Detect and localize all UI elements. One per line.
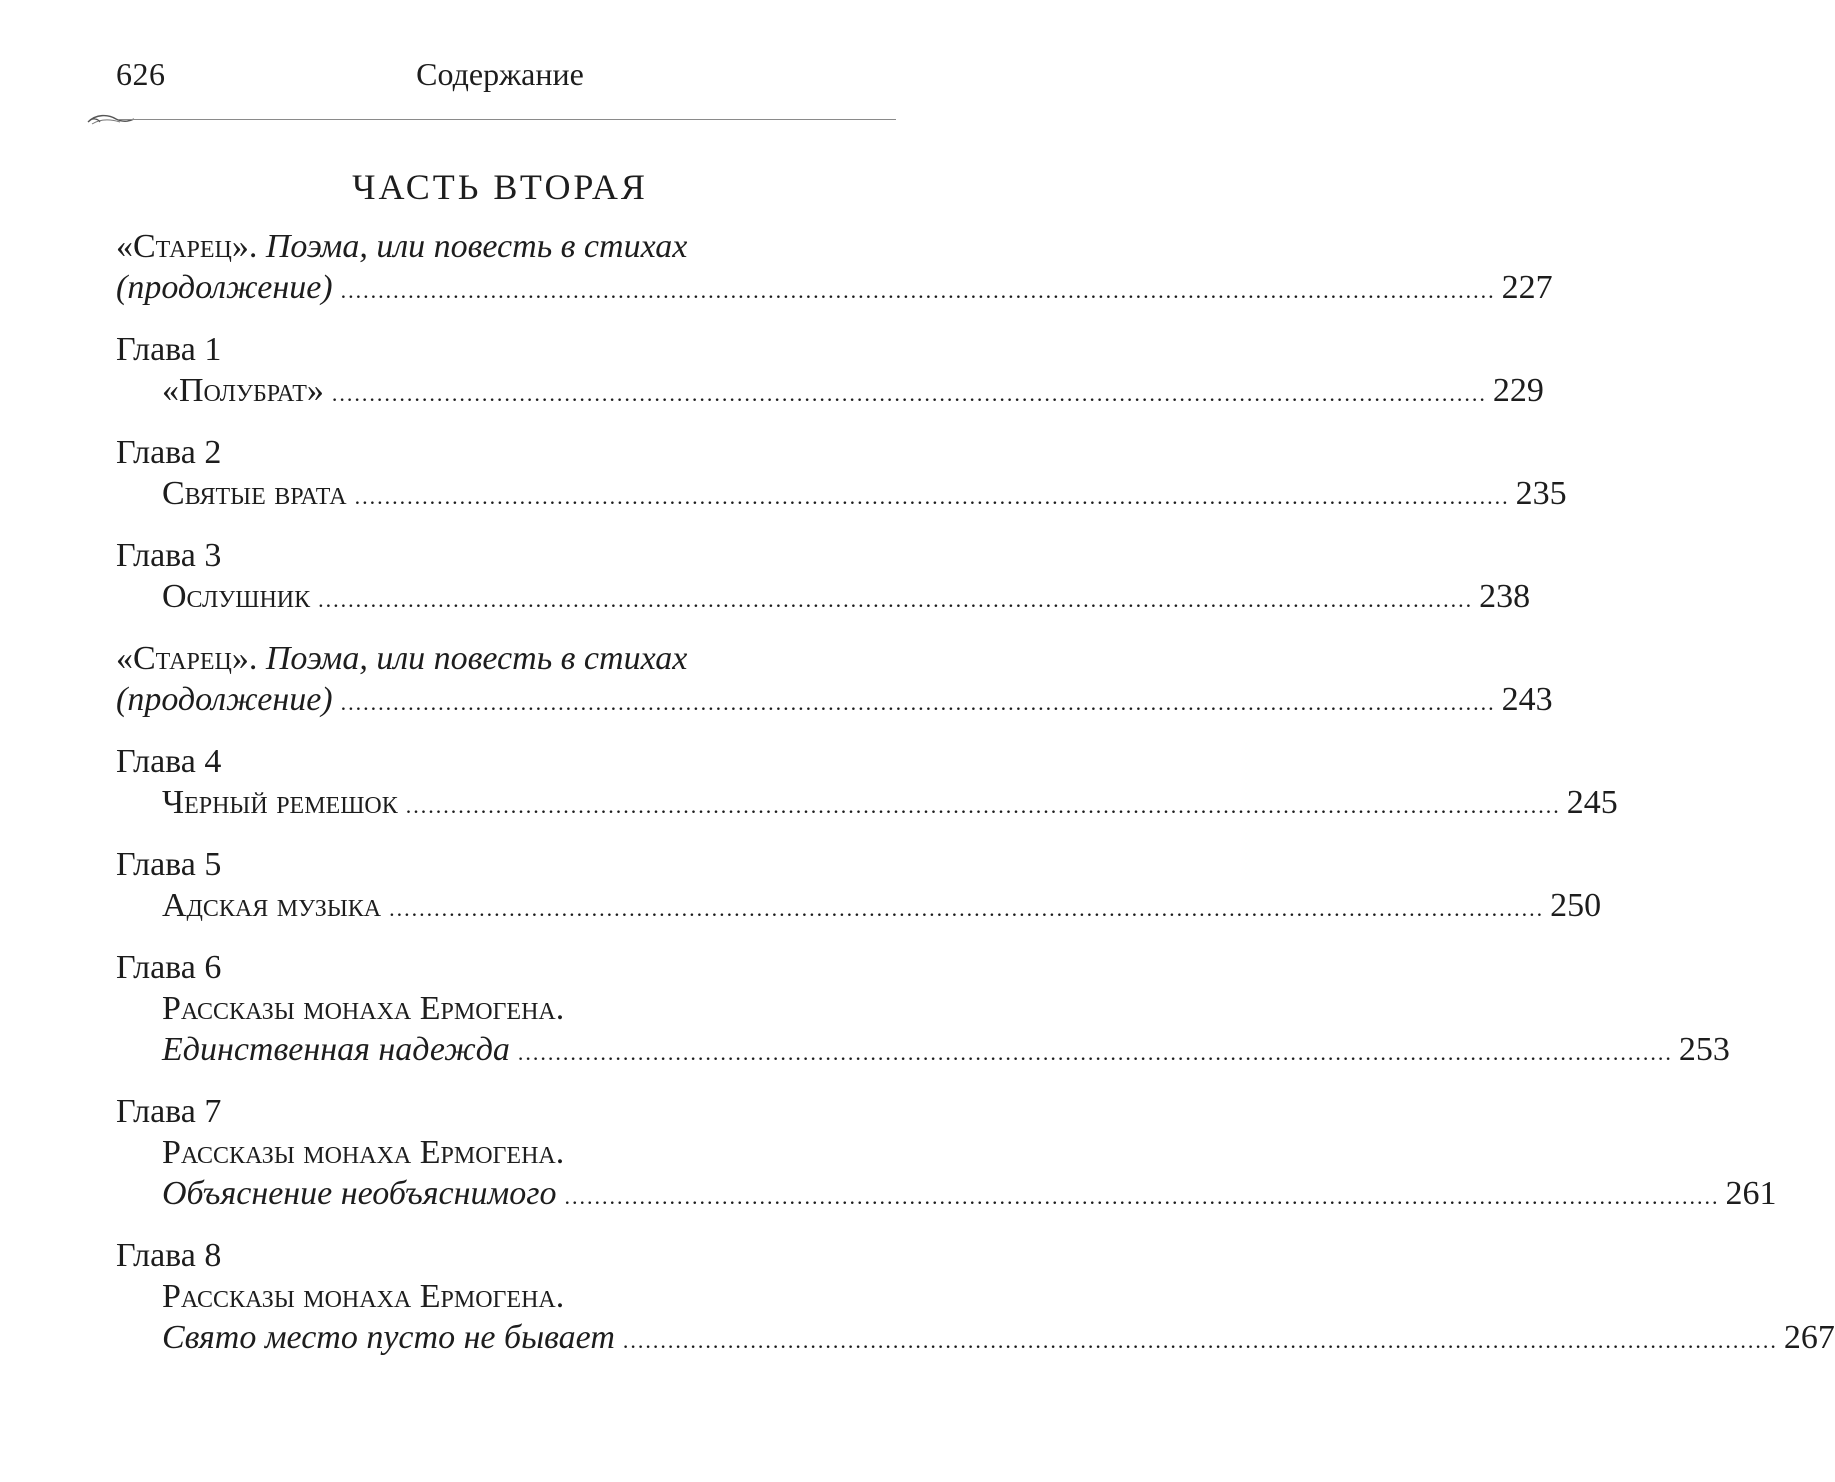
chapter-title: Рассказы монаха Ермогена.: [162, 1278, 565, 1315]
poem-subtitle: Поэма, или повесть в стихах: [265, 640, 688, 677]
flourish-ornament-icon: [86, 110, 136, 130]
table-of-contents: [116, 226, 1835, 1379]
poem-continuation: (продолжение): [116, 269, 333, 306]
page-ref: 267: [1783, 1319, 1835, 1356]
chapter-title: «Полубрат»: [162, 372, 324, 409]
poem-title: «Старец»: [116, 228, 249, 265]
page-ref: 229: [1492, 372, 1544, 409]
chapter-label: Глава 6: [116, 949, 222, 986]
poem-title: «Старец»: [116, 640, 249, 677]
page-number: 626: [116, 56, 166, 92]
chapter-label: Глава 5: [116, 846, 222, 883]
dot-leader: ..........................................................................................................................................................: [405, 793, 1561, 818]
dot-leader: ..........................................................................................................................................................: [331, 381, 1487, 406]
page-ref: 250: [1550, 887, 1602, 924]
toc-entry-chapter-7[interactable]: [116, 1091, 1777, 1214]
header-rule: [118, 119, 896, 120]
chapter-label: Глава 8: [116, 1237, 222, 1274]
toc-entry-chapter-1[interactable]: [116, 329, 1544, 411]
part-title: ЧАСТЬ ВТОРАЯ: [352, 167, 648, 207]
chapter-title: Рассказы монаха Ермогена.: [162, 990, 565, 1027]
chapter-label: Глава 7: [116, 1093, 222, 1130]
page-ref: 245: [1566, 784, 1618, 821]
dot-leader: ..........................................................................................................................................................: [517, 1040, 1673, 1065]
page-ref: 235: [1515, 475, 1567, 512]
chapter-label: Глава 1: [116, 331, 222, 368]
dot-leader: ..........................................................................................................................................................: [622, 1328, 1778, 1353]
toc-entry-chapter-4[interactable]: [116, 741, 1618, 823]
chapter-title: Святые врата: [162, 475, 347, 512]
chapter-label: Глава 2: [116, 434, 222, 471]
chapter-title: Черный ремешок: [162, 784, 398, 821]
dot-leader: ..........................................................................................................................................................: [564, 1184, 1720, 1209]
poem-subtitle: Поэма, или повесть в стихах: [265, 228, 688, 265]
page-ref: 243: [1501, 681, 1553, 718]
page-ref: 227: [1501, 269, 1553, 306]
toc-entry-chapter-3[interactable]: [116, 535, 1531, 617]
dot-leader: ..........................................................................................................................................................: [318, 587, 1474, 612]
chapter-subtitle: Объяснение необъяснимого: [162, 1175, 557, 1212]
dot-leader: ..........................................................................................................................................................: [340, 690, 1496, 715]
chapter-label: Глава 3: [116, 537, 222, 574]
chapter-label: Глава 4: [116, 743, 222, 780]
running-title: Содержание: [416, 56, 584, 92]
page-ref: 261: [1725, 1175, 1777, 1212]
poem-continuation: (продолжение): [116, 681, 333, 718]
chapter-subtitle: Свято место пусто не бывает: [162, 1319, 615, 1356]
dot-leader: ..........................................................................................................................................................: [340, 278, 1496, 303]
chapter-subtitle: Единственная надежда: [162, 1031, 510, 1068]
dot-leader: ..........................................................................................................................................................: [389, 896, 1545, 921]
toc-entry-chapter-6[interactable]: [116, 947, 1730, 1070]
toc-entry-poem[interactable]: «Старец». Поэма, или повесть в стихах (продолжение) .......................................................................................................................................................... 243: [116, 638, 888, 720]
toc-entry-chapter-8[interactable]: [116, 1235, 1835, 1358]
chapter-title: Рассказы монаха Ермогена.: [162, 1134, 565, 1171]
dot-leader: ..........................................................................................................................................................: [354, 484, 1510, 509]
toc-entry-chapter-5[interactable]: [116, 844, 1602, 926]
page-ref: 238: [1479, 578, 1531, 615]
chapter-title: Адская музыка: [162, 887, 382, 924]
toc-entry-chapter-2[interactable]: [116, 432, 1567, 514]
toc-entry-poem[interactable]: «Старец». Поэма, или повесть в стихах (продолжение) .......................................................................................................................................................... 227: [116, 226, 888, 308]
chapter-title: Ослушник: [162, 578, 311, 615]
page-ref: 253: [1678, 1031, 1730, 1068]
